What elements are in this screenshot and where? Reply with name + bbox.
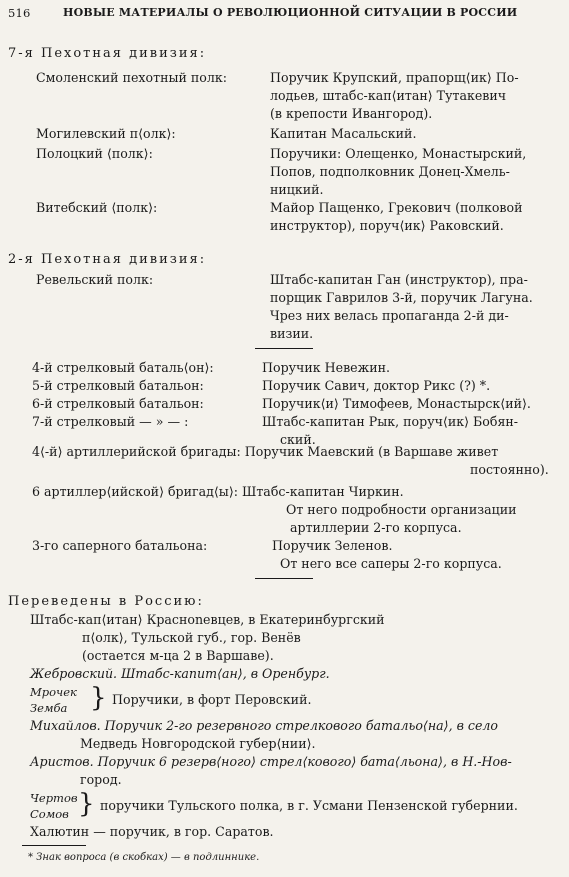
unit-label: Смоленский пехотный полк: <box>36 70 227 85</box>
officer-line: Поручик Крупский, прапорщ⟨ик⟩ По- <box>270 70 519 85</box>
section-title-div7: 7-я Пехотная дивизия: <box>8 46 207 61</box>
transfer-line: Жебровский. Штабс-капит⟨ан⟩, в Оренбург. <box>30 666 330 681</box>
officer-line: Капитан Масальский. <box>270 126 417 141</box>
officer-line: (в крепости Ивангород). <box>270 106 433 121</box>
unit-label: 7-й стрелковый — » — : <box>32 414 189 429</box>
footnote-divider <box>22 845 86 846</box>
divider <box>255 578 313 579</box>
transfer-line: Медведь Новгородской губер⟨нии⟩. <box>80 736 316 751</box>
unit-label: Витебский ⟨полк⟩: <box>36 200 158 215</box>
artillery-line: От него подробности организации <box>286 502 517 517</box>
artillery-line: постоянно). <box>470 462 549 477</box>
footnote: * Знак вопроса (в скобках) — в подлиннике. <box>28 852 260 863</box>
section-title-div2: 2-я Пехотная дивизия: <box>8 252 207 267</box>
officer-line: Штабс-капитан Ган (инструктор), пра- <box>270 272 528 287</box>
officer-line: Поручик Савич, доктор Рикс (?) *. <box>262 378 491 393</box>
page-number: 516 <box>8 6 31 20</box>
officer-line: инструктор), поруч⟨ик⟩ Раковский. <box>270 218 504 233</box>
officer-line: Поручик Невежин. <box>262 360 390 375</box>
transfer-name: Земба <box>30 701 68 715</box>
officer-line: Поручик Зеленов. <box>272 538 393 553</box>
officer-line: Майор Пащенко, Грекович (полковой <box>270 200 523 215</box>
unit-label: 3-го саперного батальона: <box>32 538 208 553</box>
transfer-line: поручики Тульского полка, в г. Усмани Пензенской губернии. <box>100 798 518 813</box>
transfer-line: Халютин — поручик, в гор. Саратов. <box>30 824 274 839</box>
artillery-line: 6 артиллер⟨ийской⟩ бригад⟨ы⟩: Штабс-капитан Чиркин. <box>32 484 404 499</box>
transfer-name: Чертов <box>30 791 78 805</box>
transfer-line: п⟨олк⟩, Тульской губ., гор. Венёв <box>82 630 301 645</box>
officer-line: Поручик⟨и⟩ Тимофеев, Монастырск⟨ий⟩. <box>262 396 531 411</box>
artillery-line: артиллерии 2-го корпуса. <box>290 520 462 535</box>
officer-line: Поручики: Олещенко, Монастырский, <box>270 146 527 161</box>
officer-line: Попов, подполковник Донец-Хмель- <box>270 164 510 179</box>
transfer-line: (остается м-ца 2 в Варшаве). <box>82 648 274 663</box>
officer-line: От него все саперы 2-го корпуса. <box>280 556 502 571</box>
officer-line: Штабс-капитан Рык, поруч⟨ик⟩ Бобян- <box>262 414 519 429</box>
officer-line: порщик Гаврилов 3-й, поручик Лагуна. <box>270 290 533 305</box>
transfer-name: Сомов <box>30 807 69 821</box>
transfer-name: Мрочек <box>30 685 77 699</box>
unit-label: 6-й стрелковый батальон: <box>32 396 204 411</box>
transfer-line: Михайлов. Поручик 2-го резервного стрелкового батальо⟨на⟩, в село <box>30 718 499 733</box>
artillery-line: 4⟨-й⟩ артиллерийской бригады: Поручик Маевский (в Варшаве живет <box>32 444 499 459</box>
divider <box>255 348 313 349</box>
transfer-line: Штабс-кап⟨итан⟩ Красноnевцев, в Екатеринбургский <box>30 612 385 627</box>
officer-line: лодьев, штабс-кап⟨итан⟩ Тутакевич <box>270 88 507 103</box>
running-title: НОВЫЕ МАТЕРИАЛЫ О РЕВОЛЮЦИОННОЙ СИТУАЦИИ В РОССИИ <box>63 6 518 19</box>
unit-label: Полоцкий ⟨полк⟩: <box>36 146 153 161</box>
brace-icon: } <box>90 683 107 713</box>
unit-label: Могилевский п⟨олк⟩: <box>36 126 176 141</box>
transfer-line: Поручики, в форт Перовский. <box>112 692 312 707</box>
transfer-line: Аристов. Поручик 6 резерв⟨ного⟩ стрел⟨кового⟩ бата⟨льона⟩, в Н.-Нов- <box>30 754 512 769</box>
section-title-transfer: Переведены в Россию: <box>8 594 204 609</box>
officer-line: визии. <box>270 326 314 341</box>
unit-label: 4-й стрелковый баталь⟨он⟩: <box>32 360 214 375</box>
officer-line: ский. <box>280 432 316 447</box>
brace-icon: } <box>78 789 95 819</box>
officer-line: ницкий. <box>270 182 324 197</box>
unit-label: Ревельский полк: <box>36 272 154 287</box>
officer-line: Чрез них велась пропаганда 2-й ди- <box>270 308 509 323</box>
transfer-line: город. <box>80 772 122 787</box>
unit-label: 5-й стрелковый батальон: <box>32 378 204 393</box>
